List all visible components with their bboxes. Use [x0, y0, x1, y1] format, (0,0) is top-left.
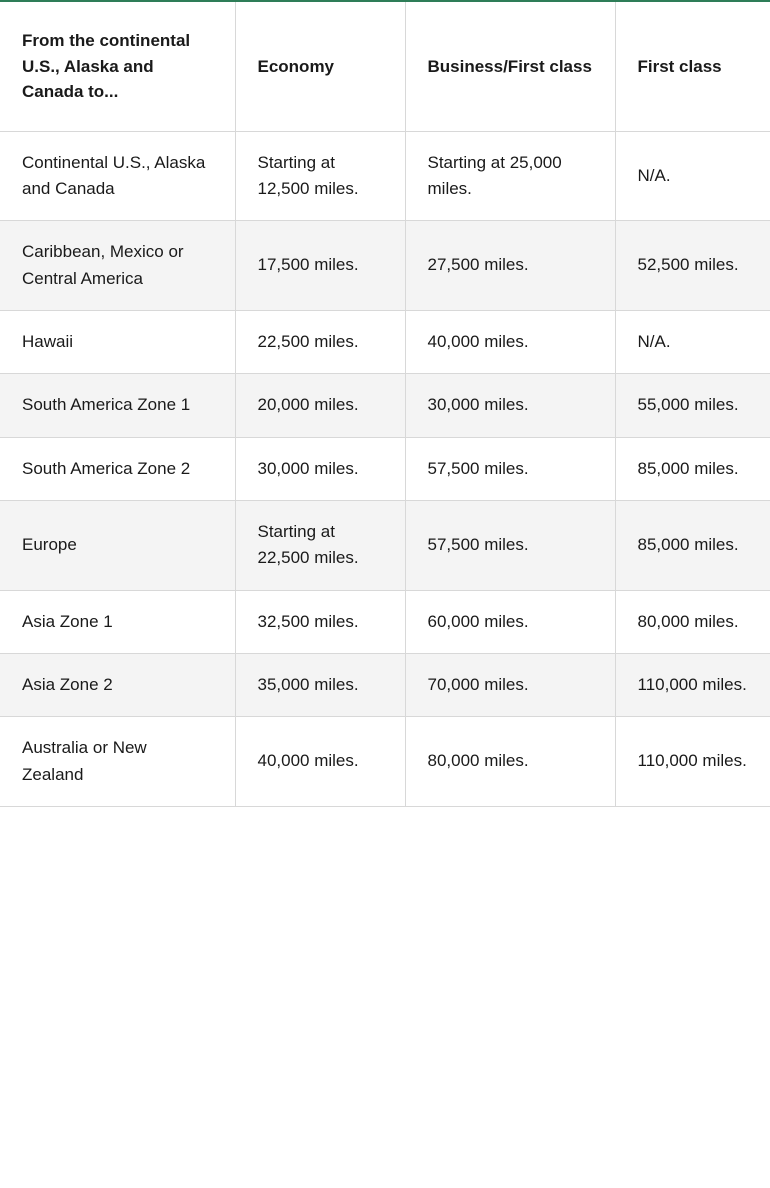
row-region: Europe [0, 500, 235, 590]
cell-first-class: 55,000 miles. [615, 374, 770, 437]
row-region: Continental U.S., Alaska and Canada [0, 131, 235, 221]
cell-economy: 32,500 miles. [235, 590, 405, 653]
cell-first-class: 85,000 miles. [615, 500, 770, 590]
cell-business-first: 70,000 miles. [405, 653, 615, 716]
table-header [0, 1, 770, 131]
cell-business-first: 57,500 miles. [405, 500, 615, 590]
cell-economy: Starting at 12,500 miles. [235, 131, 405, 221]
row-region: South America Zone 1 [0, 374, 235, 437]
row-region: Hawaii [0, 310, 235, 373]
table-row [0, 131, 770, 221]
row-region: South America Zone 2 [0, 437, 235, 500]
cell-first-class: 85,000 miles. [615, 437, 770, 500]
table-row [0, 310, 770, 373]
table-row [0, 437, 770, 500]
cell-economy: 22,500 miles. [235, 310, 405, 373]
cell-first-class: 110,000 miles. [615, 653, 770, 716]
cell-economy: 20,000 miles. [235, 374, 405, 437]
cell-first-class: 52,500 miles. [615, 221, 770, 311]
table-row [0, 653, 770, 716]
row-region: Asia Zone 1 [0, 590, 235, 653]
cell-business-first: 30,000 miles. [405, 374, 615, 437]
cell-economy: Starting at 22,500 miles. [235, 500, 405, 590]
cell-economy: 35,000 miles. [235, 653, 405, 716]
cell-economy: 40,000 miles. [235, 717, 405, 807]
column-header-business-first: Business/First class [405, 1, 615, 131]
cell-economy: 30,000 miles. [235, 437, 405, 500]
row-region: Australia or New Zealand [0, 717, 235, 807]
cell-business-first: 60,000 miles. [405, 590, 615, 653]
cell-business-first: 57,500 miles. [405, 437, 615, 500]
column-header-first-class: First class [615, 1, 770, 131]
cell-first-class: 80,000 miles. [615, 590, 770, 653]
column-header-origin: From the continental U.S., Alaska and Canada to... [0, 1, 235, 131]
cell-first-class: 110,000 miles. [615, 717, 770, 807]
table-row [0, 717, 770, 807]
table-header-row [0, 1, 770, 131]
table-row [0, 374, 770, 437]
table-row [0, 221, 770, 311]
table-row [0, 590, 770, 653]
column-header-economy: Economy [235, 1, 405, 131]
cell-economy: 17,500 miles. [235, 221, 405, 311]
cell-first-class: N/A. [615, 310, 770, 373]
cell-business-first: 80,000 miles. [405, 717, 615, 807]
row-region: Asia Zone 2 [0, 653, 235, 716]
cell-first-class: N/A. [615, 131, 770, 221]
cell-business-first: 40,000 miles. [405, 310, 615, 373]
table-body [0, 131, 770, 806]
row-region: Caribbean, Mexico or Central America [0, 221, 235, 311]
table-row [0, 500, 770, 590]
cell-business-first: 27,500 miles. [405, 221, 615, 311]
cell-business-first: Starting at 25,000 miles. [405, 131, 615, 221]
